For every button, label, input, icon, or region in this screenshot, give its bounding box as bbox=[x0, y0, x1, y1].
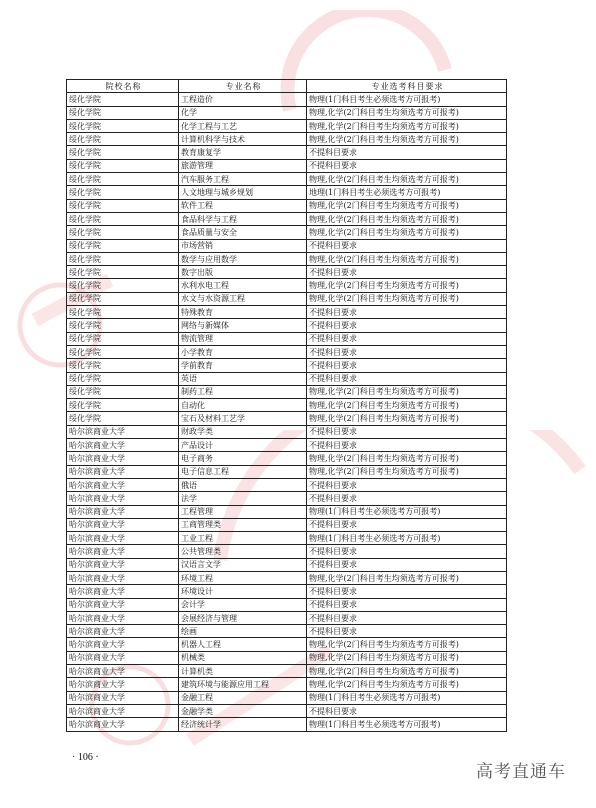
cell-major: 特殊教育 bbox=[179, 306, 307, 319]
cell-major: 汉语言文学 bbox=[179, 558, 307, 571]
table-row bbox=[67, 532, 507, 545]
cell-requirement: 不提科目要求 bbox=[307, 439, 507, 452]
cell-school: 绥化学院 bbox=[67, 399, 179, 412]
cell-school: 哈尔滨商业大学 bbox=[67, 425, 179, 438]
cell-school: 哈尔滨商业大学 bbox=[67, 585, 179, 598]
cell-major: 物流管理 bbox=[179, 332, 307, 345]
cell-requirement: 不提科目要求 bbox=[307, 478, 507, 491]
table-row bbox=[67, 478, 507, 491]
cell-requirement: 物理,化学(2门科目考生均须选考方可报考) bbox=[307, 119, 507, 132]
cell-requirement: 物理,化学(2门科目考生均须选考方可报考) bbox=[307, 665, 507, 678]
cell-major: 化学工程与工艺 bbox=[179, 119, 307, 132]
cell-school: 绥化学院 bbox=[67, 186, 179, 199]
cell-requirement: 不提科目要求 bbox=[307, 359, 507, 372]
cell-major: 汽车服务工程 bbox=[179, 173, 307, 186]
cell-school: 绥化学院 bbox=[67, 266, 179, 279]
cell-major: 金融工程 bbox=[179, 691, 307, 704]
cell-school: 绥化学院 bbox=[67, 159, 179, 172]
table-row bbox=[67, 638, 507, 651]
cell-major: 食品质量与安全 bbox=[179, 226, 307, 239]
table-row bbox=[67, 212, 507, 225]
cell-school: 哈尔滨商业大学 bbox=[67, 518, 179, 531]
cell-school: 绥化学院 bbox=[67, 133, 179, 146]
cell-school: 哈尔滨商业大学 bbox=[67, 611, 179, 624]
cell-major: 工程管理 bbox=[179, 505, 307, 518]
cell-school: 绥化学院 bbox=[67, 146, 179, 159]
cell-major: 环境工程 bbox=[179, 571, 307, 584]
cell-school: 哈尔滨商业大学 bbox=[67, 704, 179, 717]
cell-major: 公共管理类 bbox=[179, 545, 307, 558]
cell-school: 绥化学院 bbox=[67, 212, 179, 225]
cell-school: 哈尔滨商业大学 bbox=[67, 439, 179, 452]
cell-requirement: 物理,化学(2门科目考生均须选考方可报考) bbox=[307, 292, 507, 305]
cell-major: 产品设计 bbox=[179, 439, 307, 452]
table-row bbox=[67, 279, 507, 292]
cell-school: 绥化学院 bbox=[67, 199, 179, 212]
cell-major: 财政学类 bbox=[179, 425, 307, 438]
cell-requirement: 物理,化学(2门科目考生均须选考方可报考) bbox=[307, 571, 507, 584]
table-row bbox=[67, 119, 507, 132]
cell-major: 机器人工程 bbox=[179, 638, 307, 651]
column-header-requirement: 专业选考科目要求 bbox=[307, 80, 507, 93]
cell-school: 哈尔滨商业大学 bbox=[67, 678, 179, 691]
cell-requirement: 不提科目要求 bbox=[307, 545, 507, 558]
table-row bbox=[67, 292, 507, 305]
cell-requirement: 物理,化学(2门科目考生均须选考方可报考) bbox=[307, 212, 507, 225]
cell-requirement: 不提科目要求 bbox=[307, 159, 507, 172]
brand-logo-text: 高考直通车 bbox=[476, 762, 566, 782]
table-row bbox=[67, 199, 507, 212]
cell-school: 绥化学院 bbox=[67, 119, 179, 132]
table-row bbox=[67, 399, 507, 412]
cell-requirement: 不提科目要求 bbox=[307, 372, 507, 385]
cell-major: 化学 bbox=[179, 106, 307, 119]
table-row bbox=[67, 625, 507, 638]
table-row bbox=[67, 266, 507, 279]
cell-school: 哈尔滨商业大学 bbox=[67, 505, 179, 518]
cell-major: 软件工程 bbox=[179, 199, 307, 212]
cell-requirement: 不提科目要求 bbox=[307, 611, 507, 624]
cell-major: 教育康复学 bbox=[179, 146, 307, 159]
cell-school: 绥化学院 bbox=[67, 93, 179, 106]
cell-major: 工商管理类 bbox=[179, 518, 307, 531]
table-row bbox=[67, 252, 507, 265]
cell-school: 绥化学院 bbox=[67, 306, 179, 319]
cell-requirement: 物理,化学(2门科目考生均须选考方可报考) bbox=[307, 678, 507, 691]
cell-school: 绥化学院 bbox=[67, 372, 179, 385]
table-row bbox=[67, 545, 507, 558]
cell-major: 食品科学与工程 bbox=[179, 212, 307, 225]
cell-major: 机械类 bbox=[179, 651, 307, 664]
table-row bbox=[67, 678, 507, 691]
cell-school: 哈尔滨商业大学 bbox=[67, 718, 179, 731]
table-row bbox=[67, 585, 507, 598]
cell-requirement: 物理,化学(2门科目考生均须选考方可报考) bbox=[307, 465, 507, 478]
table-row bbox=[67, 93, 507, 106]
cell-major: 法学 bbox=[179, 492, 307, 505]
table-row bbox=[67, 159, 507, 172]
table-row bbox=[67, 439, 507, 452]
cell-requirement: 不提科目要求 bbox=[307, 332, 507, 345]
cell-school: 绥化学院 bbox=[67, 279, 179, 292]
cell-major: 金融学类 bbox=[179, 704, 307, 717]
cell-requirement: 不提科目要求 bbox=[307, 319, 507, 332]
cell-major: 英语 bbox=[179, 372, 307, 385]
cell-major: 自动化 bbox=[179, 399, 307, 412]
table-row bbox=[67, 452, 507, 465]
cell-requirement: 物理,化学(2门科目考生均须选考方可报考) bbox=[307, 133, 507, 146]
cell-major: 宝石及材料工艺学 bbox=[179, 412, 307, 425]
cell-major: 计算机类 bbox=[179, 665, 307, 678]
cell-school: 绥化学院 bbox=[67, 345, 179, 358]
cell-school: 哈尔滨商业大学 bbox=[67, 691, 179, 704]
cell-requirement: 不提科目要求 bbox=[307, 425, 507, 438]
table-row bbox=[67, 239, 507, 252]
cell-major: 会计学 bbox=[179, 598, 307, 611]
cell-major: 电子商务 bbox=[179, 452, 307, 465]
cell-requirement: 不提科目要求 bbox=[307, 704, 507, 717]
cell-major: 网络与新媒体 bbox=[179, 319, 307, 332]
cell-school: 哈尔滨商业大学 bbox=[67, 478, 179, 491]
cell-requirement: 物理(1门科目考生必须选考方可报考) bbox=[307, 718, 507, 731]
table-row bbox=[67, 425, 507, 438]
table-row bbox=[67, 332, 507, 345]
cell-major: 数字出版 bbox=[179, 266, 307, 279]
cell-school: 绥化学院 bbox=[67, 359, 179, 372]
cell-school: 哈尔滨商业大学 bbox=[67, 532, 179, 545]
cell-requirement: 物理(1门科目考生必须选考方可报考) bbox=[307, 691, 507, 704]
table-row bbox=[67, 319, 507, 332]
admission-subject-table bbox=[66, 79, 507, 732]
table-row bbox=[67, 492, 507, 505]
table-row bbox=[67, 691, 507, 704]
table-row bbox=[67, 372, 507, 385]
cell-requirement: 不提科目要求 bbox=[307, 239, 507, 252]
table-row bbox=[67, 173, 507, 186]
cell-major: 小学教育 bbox=[179, 345, 307, 358]
cell-major: 俄语 bbox=[179, 478, 307, 491]
cell-requirement: 物理,化学(2门科目考生均须选考方可报考) bbox=[307, 173, 507, 186]
cell-major: 环境设计 bbox=[179, 585, 307, 598]
cell-school: 哈尔滨商业大学 bbox=[67, 452, 179, 465]
page-number: · 106 · bbox=[72, 752, 99, 763]
column-header-school: 院校名称 bbox=[67, 80, 179, 93]
table-row bbox=[67, 226, 507, 239]
table-row bbox=[67, 598, 507, 611]
cell-major: 计算机科学与技术 bbox=[179, 133, 307, 146]
cell-school: 绥化学院 bbox=[67, 239, 179, 252]
table-row bbox=[67, 505, 507, 518]
cell-major: 工业工程 bbox=[179, 532, 307, 545]
cell-requirement: 不提科目要求 bbox=[307, 518, 507, 531]
cell-major: 工程造价 bbox=[179, 93, 307, 106]
cell-major: 数学与应用数学 bbox=[179, 252, 307, 265]
table-row bbox=[67, 518, 507, 531]
cell-requirement: 不提科目要求 bbox=[307, 625, 507, 638]
cell-requirement: 物理,化学(2门科目考生均须选考方可报考) bbox=[307, 412, 507, 425]
table-row bbox=[67, 146, 507, 159]
cell-school: 哈尔滨商业大学 bbox=[67, 665, 179, 678]
cell-requirement: 不提科目要求 bbox=[307, 146, 507, 159]
cell-school: 哈尔滨商业大学 bbox=[67, 598, 179, 611]
cell-school: 哈尔滨商业大学 bbox=[67, 558, 179, 571]
cell-school: 绥化学院 bbox=[67, 226, 179, 239]
table-row bbox=[67, 665, 507, 678]
table-row bbox=[67, 704, 507, 717]
cell-school: 绥化学院 bbox=[67, 332, 179, 345]
cell-requirement: 物理,化学(2门科目考生均须选考方可报考) bbox=[307, 399, 507, 412]
cell-school: 哈尔滨商业大学 bbox=[67, 465, 179, 478]
cell-requirement: 物理(1门科目考生必须选考方可报考) bbox=[307, 505, 507, 518]
cell-school: 绥化学院 bbox=[67, 319, 179, 332]
cell-requirement: 不提科目要求 bbox=[307, 558, 507, 571]
cell-major: 学前教育 bbox=[179, 359, 307, 372]
cell-school: 哈尔滨商业大学 bbox=[67, 545, 179, 558]
cell-school: 绥化学院 bbox=[67, 412, 179, 425]
table-row bbox=[67, 306, 507, 319]
cell-major: 水文与水资源工程 bbox=[179, 292, 307, 305]
table-row bbox=[67, 571, 507, 584]
cell-requirement: 物理,化学(2门科目考生均须选考方可报考) bbox=[307, 252, 507, 265]
table-row bbox=[67, 359, 507, 372]
cell-requirement: 地理(1门科目考生必须选考方可报考) bbox=[307, 186, 507, 199]
cell-major: 旅游管理 bbox=[179, 159, 307, 172]
cell-school: 绥化学院 bbox=[67, 292, 179, 305]
cell-major: 制药工程 bbox=[179, 385, 307, 398]
cell-requirement: 物理,化学(2门科目考生均须选考方可报考) bbox=[307, 651, 507, 664]
table-row bbox=[67, 385, 507, 398]
cell-requirement: 不提科目要求 bbox=[307, 492, 507, 505]
cell-major: 市场营销 bbox=[179, 239, 307, 252]
cell-requirement: 物理,化学(2门科目考生均须选考方可报考) bbox=[307, 226, 507, 239]
cell-major: 水利水电工程 bbox=[179, 279, 307, 292]
cell-school: 哈尔滨商业大学 bbox=[67, 571, 179, 584]
cell-major: 建筑环境与能源应用工程 bbox=[179, 678, 307, 691]
cell-requirement: 物理,化学(2门科目考生均须选考方可报考) bbox=[307, 385, 507, 398]
table-row bbox=[67, 412, 507, 425]
table-header-row bbox=[67, 80, 507, 93]
table-row bbox=[67, 611, 507, 624]
cell-requirement: 物理(1门科目考生必须选考方可报考) bbox=[307, 532, 507, 545]
cell-requirement: 物理,化学(2门科目考生均须选考方可报考) bbox=[307, 638, 507, 651]
table-row bbox=[67, 651, 507, 664]
cell-school: 绥化学院 bbox=[67, 252, 179, 265]
cell-requirement: 物理(1门科目考生必须选考方可报考) bbox=[307, 93, 507, 106]
cell-major: 人文地理与城乡规划 bbox=[179, 186, 307, 199]
cell-school: 哈尔滨商业大学 bbox=[67, 638, 179, 651]
cell-major: 绘画 bbox=[179, 625, 307, 638]
cell-school: 绥化学院 bbox=[67, 106, 179, 119]
cell-major: 经济统计学 bbox=[179, 718, 307, 731]
cell-school: 哈尔滨商业大学 bbox=[67, 625, 179, 638]
cell-major: 电子信息工程 bbox=[179, 465, 307, 478]
table-row bbox=[67, 558, 507, 571]
cell-school: 绥化学院 bbox=[67, 173, 179, 186]
cell-school: 哈尔滨商业大学 bbox=[67, 492, 179, 505]
cell-school: 绥化学院 bbox=[67, 385, 179, 398]
cell-requirement: 物理,化学(2门科目考生均须选考方可报考) bbox=[307, 279, 507, 292]
table-row bbox=[67, 186, 507, 199]
column-header-major: 专业名称 bbox=[179, 80, 307, 93]
cell-requirement: 物理,化学(2门科目考生均须选考方可报考) bbox=[307, 199, 507, 212]
cell-requirement: 物理,化学(2门科目考生均须选考方可报考) bbox=[307, 106, 507, 119]
cell-requirement: 不提科目要求 bbox=[307, 345, 507, 358]
table-row bbox=[67, 718, 507, 731]
table-row bbox=[67, 465, 507, 478]
cell-requirement: 物理,化学(2门科目考生均须选考方可报考) bbox=[307, 452, 507, 465]
cell-school: 哈尔滨商业大学 bbox=[67, 651, 179, 664]
table-row bbox=[67, 133, 507, 146]
cell-requirement: 不提科目要求 bbox=[307, 585, 507, 598]
cell-major: 会展经济与管理 bbox=[179, 611, 307, 624]
table-row bbox=[67, 345, 507, 358]
table-row bbox=[67, 106, 507, 119]
cell-requirement: 不提科目要求 bbox=[307, 598, 507, 611]
cell-requirement: 不提科目要求 bbox=[307, 266, 507, 279]
cell-requirement: 不提科目要求 bbox=[307, 306, 507, 319]
